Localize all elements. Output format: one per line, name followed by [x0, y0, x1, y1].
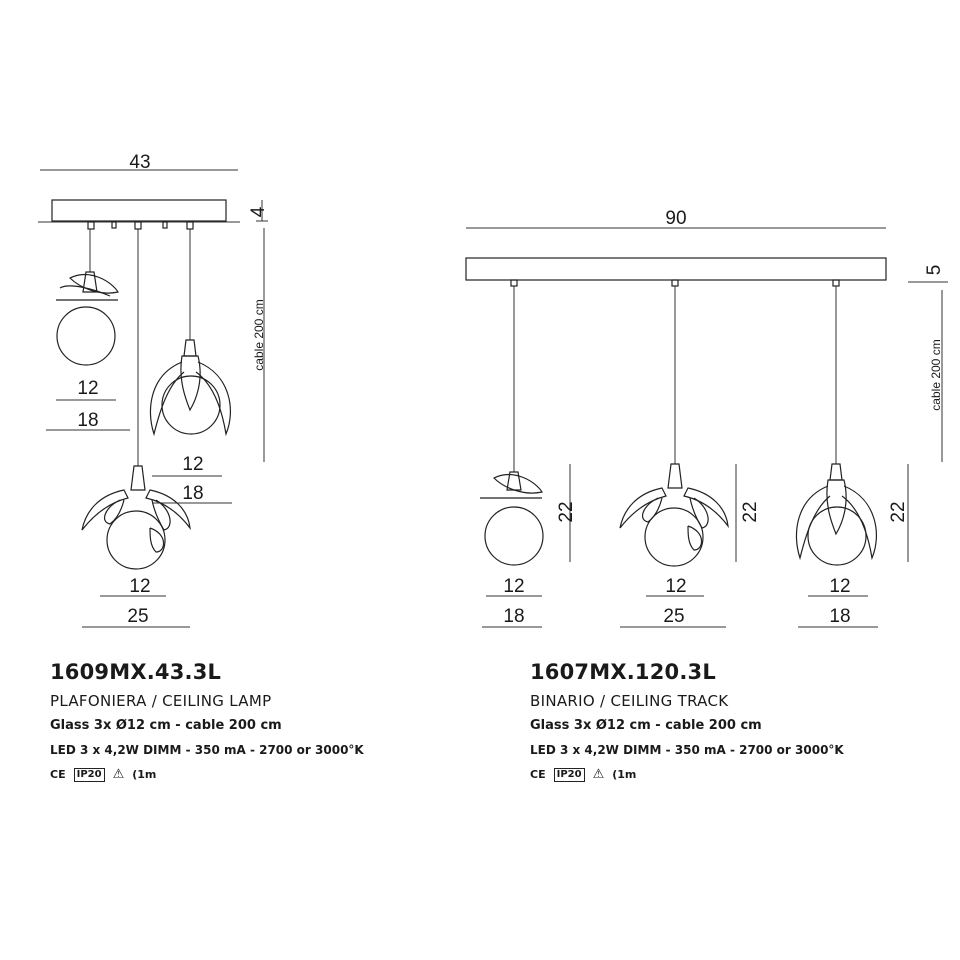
warning-triangle-icon: ⚠	[592, 767, 605, 782]
certification-marks	[530, 767, 950, 782]
outer-a-label: 18	[77, 410, 99, 431]
track-glass-c-label: 12	[829, 576, 851, 597]
height-c-label: 22	[888, 501, 909, 523]
product-name: BINARIO / CEILING TRACK	[530, 692, 729, 710]
track-pendant-3	[796, 280, 909, 627]
ce-mark-icon: CE	[530, 768, 546, 781]
product-code: 1607MX.120.3L	[530, 660, 716, 684]
ceiling-track-spec	[530, 660, 950, 782]
glass-sphere	[162, 376, 220, 434]
glass-b-label: 12	[182, 454, 204, 475]
distance-mark-icon: (1m	[612, 768, 637, 781]
cable-connector	[187, 222, 193, 229]
height-b-label: 22	[740, 501, 761, 523]
cable-length-label: cable 200 cm	[252, 299, 266, 371]
ceiling-track-drawing	[466, 208, 948, 627]
width-dimension-label: 43	[129, 152, 151, 173]
glass-sphere	[808, 507, 866, 565]
track-pendant-1	[480, 280, 577, 627]
product-name: PLAFONIERA / CEILING LAMP	[50, 692, 272, 710]
distance-mark-icon: (1m	[132, 768, 157, 781]
track-pendant-2	[620, 280, 761, 627]
track-height-label: 5	[924, 264, 945, 276]
glass-sphere	[107, 511, 165, 569]
distance-mark-label: 1m	[137, 768, 157, 781]
outer-c-label: 25	[127, 606, 149, 627]
ceiling-lamp-spec	[50, 660, 470, 782]
track-outer-c-label: 18	[829, 606, 851, 627]
track-cable-length-label: cable 200 cm	[929, 339, 943, 411]
glass-spec: Glass 3x Ø12 cm - cable 200 cm	[50, 718, 282, 733]
cable-connector	[88, 222, 94, 229]
led-spec: LED 3 x 4,2W DIMM - 350 mA - 2700 or 3000°K	[50, 743, 364, 757]
glass-spec: Glass 3x Ø12 cm - cable 200 cm	[530, 718, 762, 733]
glass-sphere	[485, 507, 543, 565]
canopy-height-label: 4	[248, 206, 269, 218]
glass-a-label: 12	[77, 378, 99, 399]
outer-b-label: 18	[182, 483, 204, 504]
track-glass-a-label: 12	[503, 576, 525, 597]
certification-marks	[50, 767, 470, 782]
track-glass-b-label: 12	[665, 576, 687, 597]
pendant-medium	[150, 229, 232, 504]
track-width-label: 90	[665, 208, 687, 229]
glass-sphere	[57, 307, 115, 365]
ip-rating-badge: IP20	[554, 768, 585, 782]
height-a-label: 22	[556, 501, 577, 523]
led-spec: LED 3 x 4,2W DIMM - 350 mA - 2700 or 3000°K	[530, 743, 844, 757]
screw	[112, 222, 116, 228]
ceiling-lamp-drawing	[38, 152, 269, 627]
screw	[163, 222, 167, 228]
glass-sphere	[645, 508, 703, 566]
ce-mark-icon: CE	[50, 768, 66, 781]
distance-mark-label: 1m	[617, 768, 637, 781]
track-outer-a-label: 18	[503, 606, 525, 627]
canopy-plate	[52, 200, 226, 221]
track-rail	[466, 258, 886, 280]
track-outer-b-label: 25	[663, 606, 685, 627]
product-code: 1609MX.43.3L	[50, 660, 222, 684]
glass-c-label: 12	[129, 576, 151, 597]
ip-rating-badge: IP20	[74, 768, 105, 782]
pendant-short	[46, 229, 130, 431]
cable-connector	[135, 222, 141, 229]
warning-triangle-icon: ⚠	[112, 767, 125, 782]
